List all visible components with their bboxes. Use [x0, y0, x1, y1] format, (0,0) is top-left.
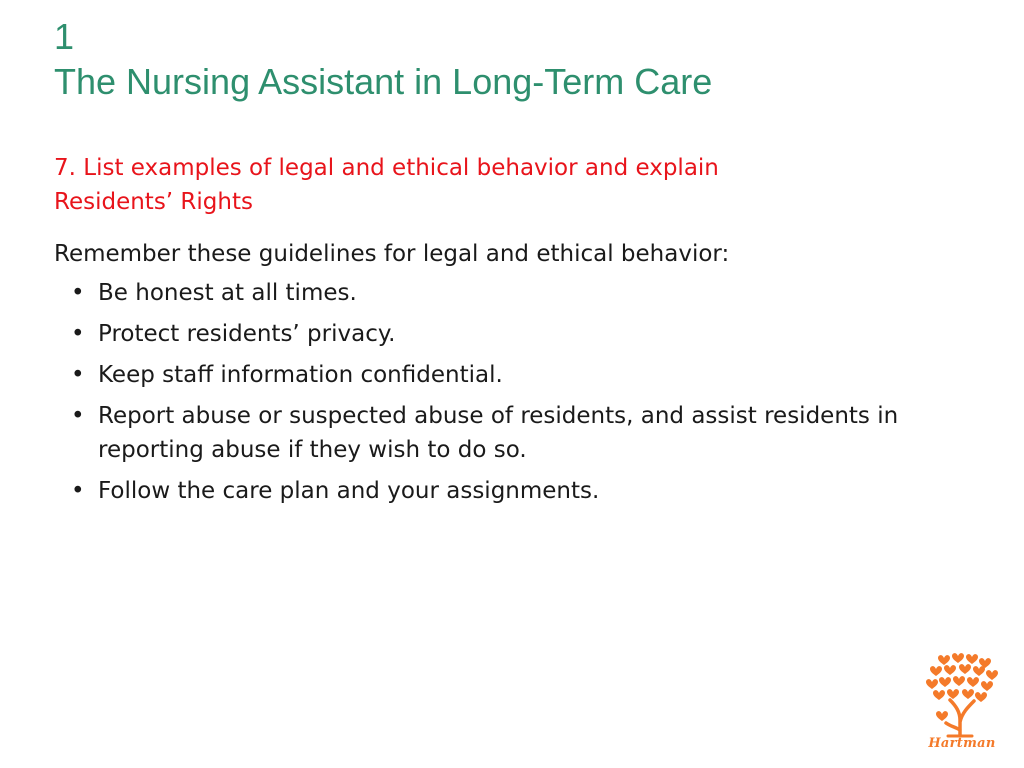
- guideline-text: Protect residents’ privacy.: [98, 321, 396, 347]
- learning-objective: [54, 151, 954, 219]
- guideline-text: Be honest at all times.: [98, 280, 357, 306]
- bullet-icon: •: [71, 478, 85, 504]
- bullet-icon: •: [71, 321, 85, 347]
- guideline-text: Follow the care plan and your assignments.: [98, 478, 600, 504]
- hartman-logo-text: Hartman: [928, 736, 996, 751]
- guideline-text: Report abuse or suspected abuse of residents, and assist residents in reporting abuse if they wish to do so.: [98, 403, 899, 463]
- chapter-number: 1: [54, 16, 75, 57]
- slide-content: [54, 237, 954, 515]
- list-item: [54, 358, 954, 392]
- list-item: [54, 317, 954, 351]
- objective-line-1: 7. List examples of legal and ethical behavior and explain: [54, 155, 719, 181]
- list-item: [54, 474, 954, 508]
- slide-header: [54, 14, 712, 104]
- list-item: [54, 276, 954, 310]
- chapter-title: The Nursing Assistant in Long-Term Care: [54, 61, 713, 102]
- list-item: [54, 399, 954, 467]
- bullet-icon: •: [71, 280, 85, 306]
- bullet-icon: •: [71, 403, 85, 429]
- objective-line-2: Residents’ Rights: [54, 189, 253, 215]
- bullet-icon: •: [71, 362, 85, 388]
- guidelines-list: [54, 276, 954, 508]
- guideline-text: Keep staff information confidential.: [98, 362, 503, 388]
- intro-text: Remember these guidelines for legal and ethical behavior:: [54, 241, 730, 267]
